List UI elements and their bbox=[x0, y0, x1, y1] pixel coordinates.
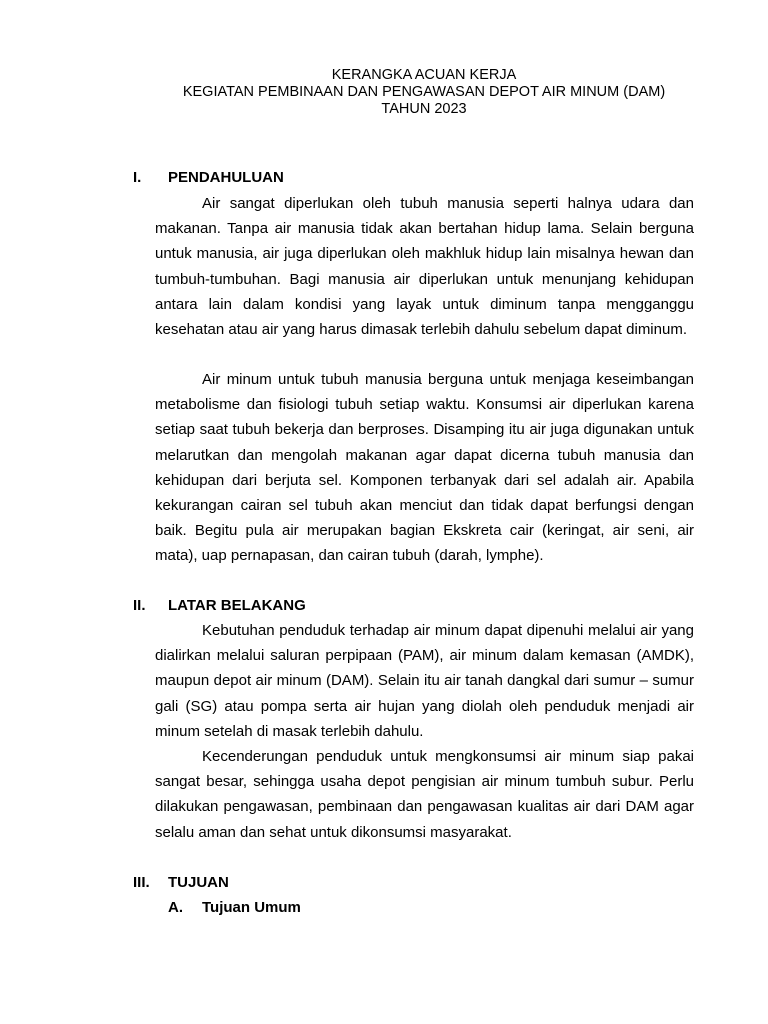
title-line-2: KEGIATAN PEMBINAAN DAN PENGAWASAN DEPOT AIR MINUM (DAM) bbox=[182, 84, 666, 100]
title-line-1: KERANGKA ACUAN KERJA bbox=[331, 67, 517, 83]
title-line-3: TAHUN 2023 bbox=[381, 101, 467, 117]
section-number: I. bbox=[133, 169, 142, 186]
section-heading-pendahuluan bbox=[133, 169, 284, 187]
section-number: II. bbox=[133, 597, 146, 614]
section-title: TUJUAN bbox=[168, 874, 229, 891]
subsection-number: A. bbox=[168, 899, 183, 916]
section-heading-latar-belakang bbox=[133, 597, 306, 615]
subsection-title: Tujuan Umum bbox=[202, 899, 301, 916]
subheading-tujuan-umum bbox=[168, 899, 301, 917]
section-number: III. bbox=[133, 874, 150, 891]
section-title: PENDAHULUAN bbox=[168, 169, 284, 186]
document-title bbox=[0, 67, 768, 118]
section-title: LATAR BELAKANG bbox=[168, 597, 306, 614]
paragraph-latar-belakang-1: Kebutuhan penduduk terhadap air minum dapat dipenuhi melalui air yang dialirkan melalui saluran perpipaan (PAM), air minum dalam kemasan (AMDK), maupun depot air minum (DAM). Selain itu air tanah dangkal dari sumur – sumur gali (SG) atau pompa serta air hujan yang diolah oleh penduduk menjadi air minum setelah di masak terlebih dahulu. bbox=[155, 622, 694, 740]
section-heading-tujuan bbox=[133, 874, 229, 892]
paragraph-pendahuluan-1: Air sangat diperlukan oleh tubuh manusia seperti halnya udara dan makanan. Tanpa air manusia tidak akan bertahan hidup lama. Selain berguna untuk manusia, air juga diperlukan oleh makhluk hidup lain misalnya hewan dan tumbuh-tumbuhan. Bagi manusia air diperlukan untuk menunjang kehidupan antara lain dalam kondisi yang layak untuk diminum tanpa mengganggu kesehatan atau air yang harus dimasak terlebih dahulu sebelum dapat diminum. bbox=[155, 195, 694, 339]
paragraph-pendahuluan-2: Air minum untuk tubuh manusia berguna untuk menjaga keseimbangan metabolisme dan fisiologi tubuh setiap waktu. Konsumsi air diperlukan karena setiap saat tubuh bekerja dan berproses. Disamping itu air juga digunakan untuk melarutkan dan mengolah makanan agar dapat dicerna tubuh manusia dan kehidupan dari berjuta sel. Komponen terbanyak dari sel adalah air. Apabila kekurangan cairan sel tubuh akan menciut dan tidak dapat berfungsi dengan baik. Begitu pula air merupakan bagian Ekskreta cair (keringat, air seni, air mata), uap pernapasan, dan cairan tubuh (darah, lymphe). bbox=[155, 371, 694, 565]
paragraph-latar-belakang-2: Kecenderungan penduduk untuk mengkonsumsi air minum siap pakai sangat besar, sehingga usaha depot pengisian air minum tumbuh subur. Perlu dilakukan pengawasan, pembinaan dan pengawasan kualitas air dari DAM agar selalu aman dan sehat untuk dikonsumsi masyarakat. bbox=[155, 748, 694, 841]
